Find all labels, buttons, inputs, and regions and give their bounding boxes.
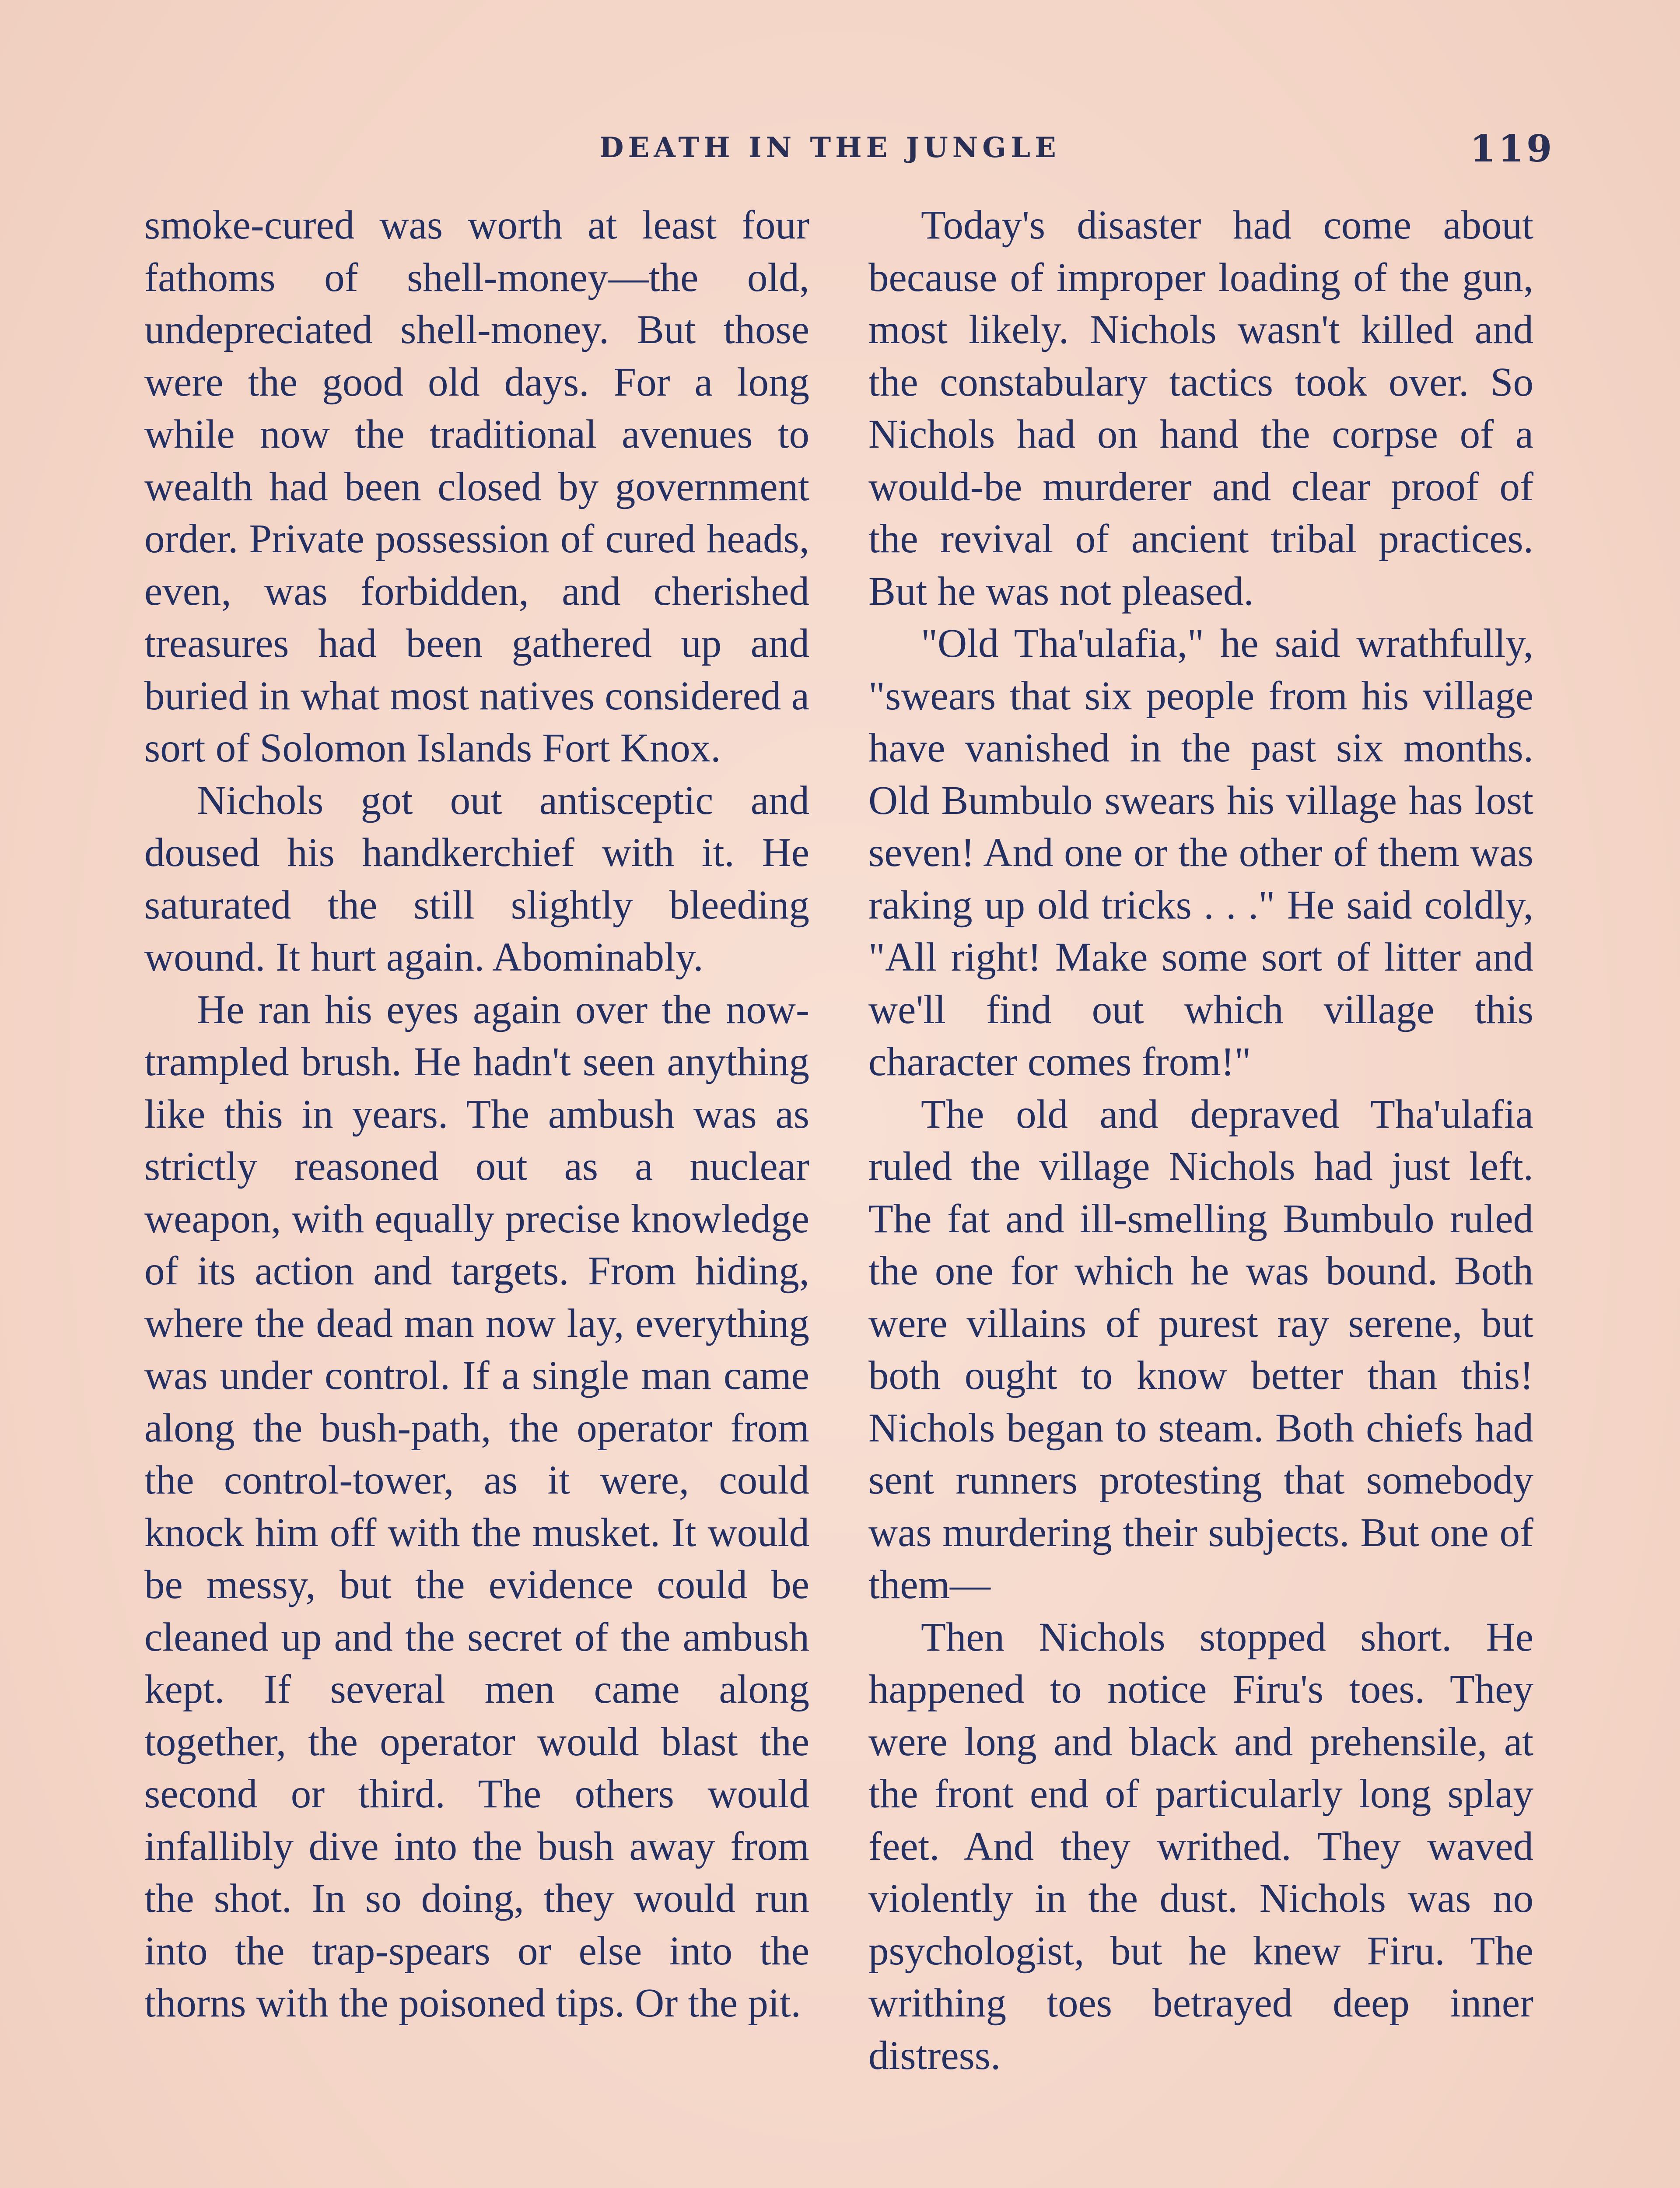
running-head-title: DEATH IN THE JUNGLE bbox=[599, 131, 1060, 164]
right-column bbox=[868, 199, 1533, 2082]
page-number: 119 bbox=[1470, 127, 1555, 170]
paragraph: Nichols got out antisceptic and doused his handkerchief with it. He saturated the still slightly bleeding wound. It hurt again. Abominably. bbox=[144, 778, 809, 980]
paragraph: Then Nichols stopped short. He happened to notice Firu's toes. They were long and black and prehensile, at the front end of particularly long splay feet. And they writhed. They waved violently in the dust. Nichols was no psychologist, but he knew Firu. The writhing toes betrayed deep inner distress. bbox=[868, 1614, 1533, 2078]
paragraph: He ran his eyes again over the now-trampled brush. He hadn't seen anything like this in years. The ambush was as strictly reasoned out as a nuclear weapon, with equally precise knowledge of its action and targets. From hiding, where the dead man now lay, everything was under control. If a single man came along the bush-path, the operator from the control-tower, as it were, could knock him off with the musket. It would be messy, but the evidence could be cleaned up and the secret of the ambush kept. If several men came along together, the operator would blast the second or third. The others would infallibly dive into the bush away from the shot. In so doing, they would run into the trap-spears or else into the thorns with the poisoned tips. Or the pit. bbox=[144, 987, 809, 2026]
paragraph: The old and depraved Tha'ulafia ruled the village Nichols had just left. The fat and ill-smelling Bumbulo ruled the one for which he was bound. Both were villains of purest ray serene, but both ought to know better than this! Nichols began to steam. Both chiefs had sent runners protesting that somebody was murdering their subjects. But one of them— bbox=[868, 1091, 1533, 1607]
paragraph: "Old Tha'ulafia," he said wrathfully, "swears that six people from his village have vanished in the past six months. Old Bumbulo swears his village has lost seven! And one or the other of them was raking up old tricks . . ." He said coldly, "All right! Make some sort of litter and we'll find out which village this character comes from!" bbox=[868, 621, 1533, 1084]
left-column bbox=[144, 199, 809, 2030]
paragraph: smoke-cured was worth at least four fathoms of shell-money—the old, undepreciated shell-money. But those were the good old days. For a long while now the traditional avenues to wealth had been closed by government order. Private possession of cured heads, even, was forbidden, and cherished treasures had been gathered up and buried in what most natives considered a sort of Solomon Islands Fort Knox. bbox=[144, 203, 809, 771]
paragraph: Today's disaster had come about because of improper loading of the gun, most likely. Nichols wasn't killed and the constabulary tactics took over. So Nichols had on hand the corpse of a would-be murderer and clear proof of the revival of ancient tribal practices. But he was not pleased. bbox=[868, 203, 1533, 614]
